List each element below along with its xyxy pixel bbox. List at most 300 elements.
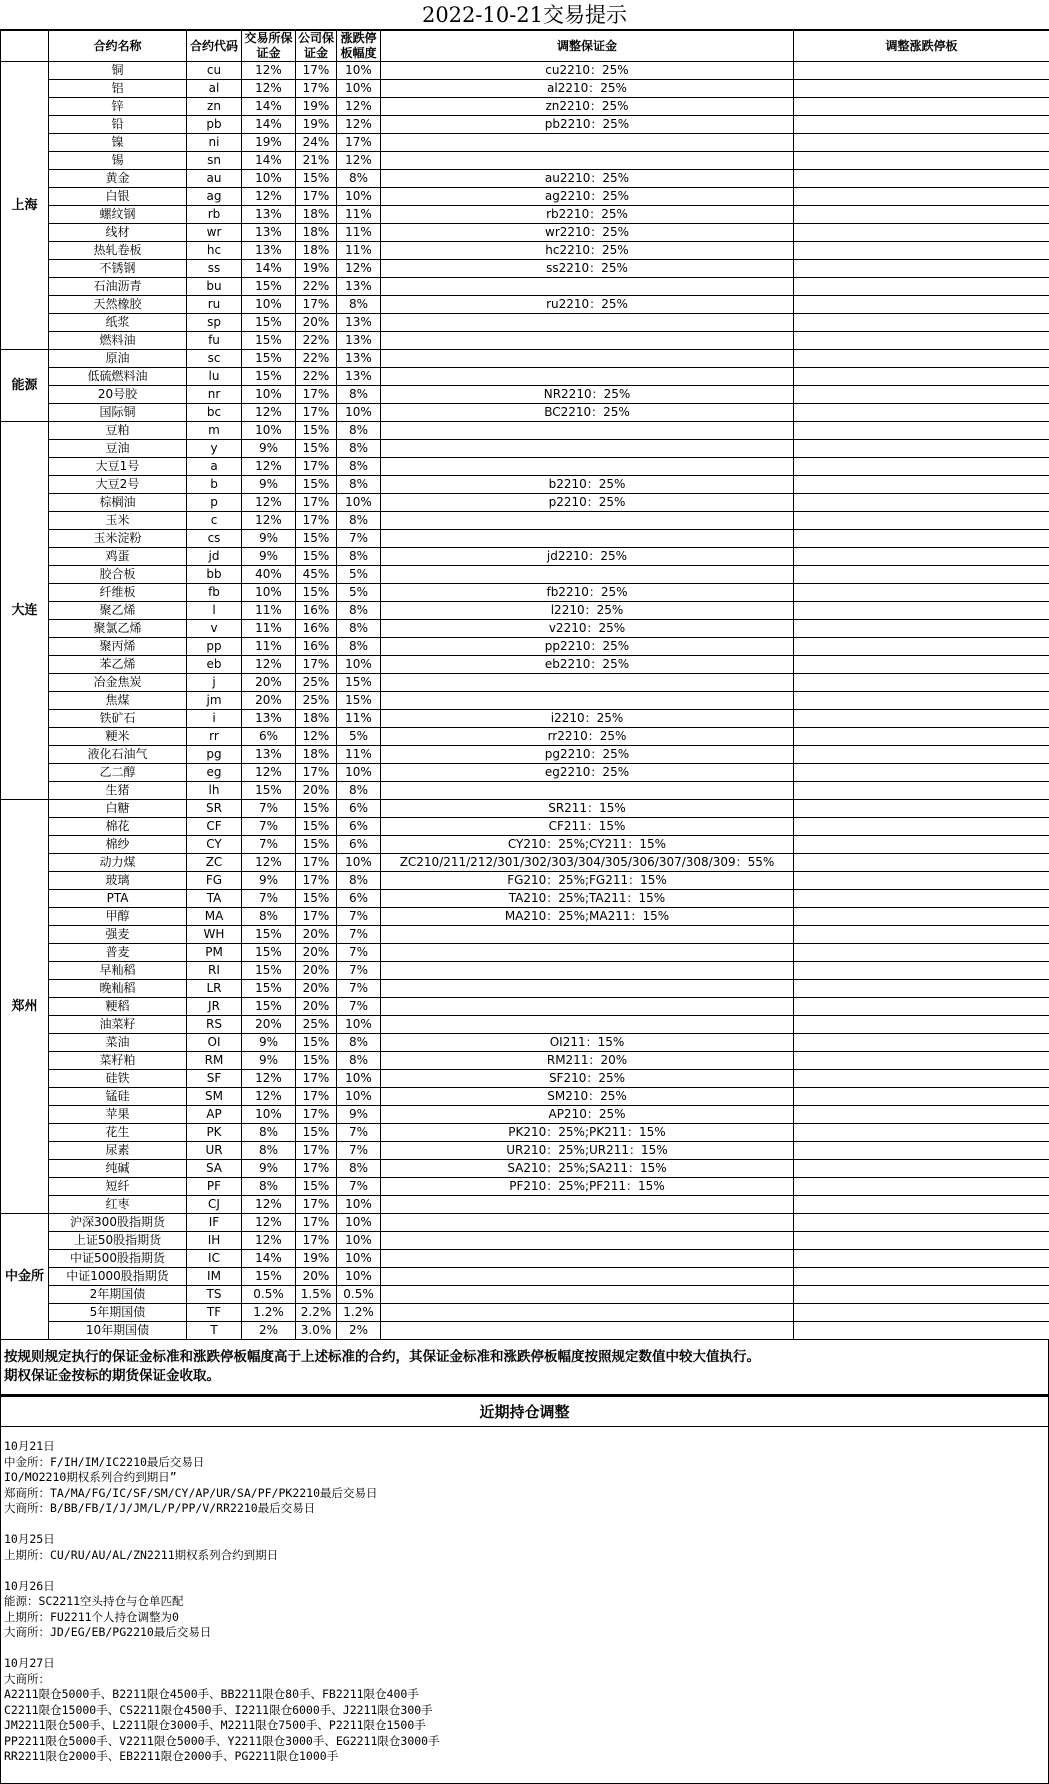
contract-code-cell: IH — [187, 1232, 242, 1250]
table-row — [1, 566, 1049, 584]
company-margin-cell: 20% — [296, 998, 337, 1016]
adjusted-limit-cell — [794, 530, 1049, 548]
price-limit-cell: 10% — [337, 854, 381, 872]
contract-code-cell: PF — [187, 1178, 242, 1196]
table-row — [1, 134, 1049, 152]
contract-code-cell: rb — [187, 206, 242, 224]
adjusted-limit-cell — [794, 422, 1049, 440]
contract-name-cell: 甲醇 — [49, 908, 187, 926]
adjusted-limit-cell — [794, 746, 1049, 764]
adjusted-margin-cell — [381, 980, 794, 998]
price-limit-cell: 13% — [337, 314, 381, 332]
contract-code-cell: au — [187, 170, 242, 188]
adjusted-margin-cell — [381, 512, 794, 530]
table-row — [1, 224, 1049, 242]
adjusted-margin-cell: b2210：25% — [381, 476, 794, 494]
price-limit-cell: 13% — [337, 332, 381, 350]
adjusted-margin-cell: MA210：25%;MA211：15% — [381, 908, 794, 926]
exchange-margin-cell: 12% — [242, 1232, 296, 1250]
note-line: 期权保证金按标的期货保证金收取。 — [4, 1367, 1045, 1386]
company-margin-cell: 45% — [296, 566, 337, 584]
table-row — [1, 890, 1049, 908]
exchange-margin-cell: 8% — [242, 1124, 296, 1142]
table-row — [1, 188, 1049, 206]
adjusted-limit-cell — [794, 998, 1049, 1016]
adjusted-limit-cell — [794, 296, 1049, 314]
contract-code-cell: RI — [187, 962, 242, 980]
contract-name-cell: 2年期国债 — [49, 1286, 187, 1304]
price-limit-cell: 11% — [337, 242, 381, 260]
table-row — [1, 584, 1049, 602]
adjusted-margin-cell — [381, 530, 794, 548]
adjusted-margin-cell: ru2210：25% — [381, 296, 794, 314]
exchange-margin-cell: 14% — [242, 260, 296, 278]
contract-name-cell: 纸浆 — [49, 314, 187, 332]
company-margin-cell: 17% — [296, 908, 337, 926]
adjusted-margin-cell — [381, 1016, 794, 1034]
table-row — [1, 1160, 1049, 1178]
table-row — [1, 1232, 1049, 1250]
contract-code-cell: fb — [187, 584, 242, 602]
table-row — [1, 836, 1049, 854]
table-row — [1, 728, 1049, 746]
price-limit-cell: 8% — [337, 458, 381, 476]
adjusted-limit-cell — [794, 1070, 1049, 1088]
table-row — [1, 206, 1049, 224]
table-row — [1, 494, 1049, 512]
contract-name-cell: 粳米 — [49, 728, 187, 746]
price-limit-cell: 8% — [337, 1052, 381, 1070]
company-margin-cell: 22% — [296, 332, 337, 350]
table-row — [1, 1070, 1049, 1088]
adjusted-margin-cell: p2210：25% — [381, 494, 794, 512]
price-limit-cell: 0.5% — [337, 1286, 381, 1304]
contract-name-cell: 红枣 — [49, 1196, 187, 1214]
contract-code-cell: CY — [187, 836, 242, 854]
table-row — [1, 692, 1049, 710]
price-limit-cell: 10% — [337, 1250, 381, 1268]
adjusted-margin-cell: ZC210/211/212/301/302/303/304/305/306/307/308/309：55% — [381, 854, 794, 872]
exchange-margin-cell: 12% — [242, 854, 296, 872]
company-margin-cell: 15% — [296, 1178, 337, 1196]
contract-code-cell: JR — [187, 998, 242, 1016]
company-margin-cell: 19% — [296, 98, 337, 116]
contract-code-cell: SM — [187, 1088, 242, 1106]
exchange-margin-cell: 9% — [242, 1034, 296, 1052]
company-margin-cell: 17% — [296, 494, 337, 512]
table-row — [1, 1106, 1049, 1124]
table-row — [1, 1196, 1049, 1214]
exchange-margin-cell: 12% — [242, 512, 296, 530]
contract-name-cell: 冶金焦炭 — [49, 674, 187, 692]
contract-name-cell: 动力煤 — [49, 854, 187, 872]
contract-name-cell: 棉花 — [49, 818, 187, 836]
contract-code-cell: eg — [187, 764, 242, 782]
position-line: 郑商所：TA/MA/FG/IC/SF/SM/CY/AP/UR/SA/PF/PK2210最后交易日 — [4, 1486, 1045, 1502]
company-margin-cell: 16% — [296, 602, 337, 620]
position-date: 10月26日 — [4, 1579, 1045, 1595]
adjusted-margin-cell: eg2210：25% — [381, 764, 794, 782]
adjusted-margin-cell: PK210：25%;PK211：15% — [381, 1124, 794, 1142]
contract-name-cell: 菜油 — [49, 1034, 187, 1052]
contract-code-cell: a — [187, 458, 242, 476]
table-row — [1, 602, 1049, 620]
exchange-cell: 上海 — [1, 62, 49, 350]
exchange-margin-cell: 15% — [242, 350, 296, 368]
contract-name-cell: 生猪 — [49, 782, 187, 800]
adjusted-margin-cell: pg2210：25% — [381, 746, 794, 764]
adjusted-margin-cell: CY210：25%;CY211：15% — [381, 836, 794, 854]
adjusted-limit-cell — [794, 188, 1049, 206]
company-margin-cell: 17% — [296, 512, 337, 530]
contract-code-cell: al — [187, 80, 242, 98]
contract-code-cell: IF — [187, 1214, 242, 1232]
exchange-margin-cell: 20% — [242, 692, 296, 710]
price-limit-cell: 17% — [337, 134, 381, 152]
adjusted-limit-cell — [794, 764, 1049, 782]
adjusted-limit-cell — [794, 980, 1049, 998]
contract-code-cell: LR — [187, 980, 242, 998]
exchange-margin-cell: 12% — [242, 80, 296, 98]
exchange-margin-cell: 8% — [242, 1178, 296, 1196]
contract-name-cell: 中证500股指期货 — [49, 1250, 187, 1268]
contract-code-cell: sn — [187, 152, 242, 170]
adjusted-limit-cell — [794, 134, 1049, 152]
adjusted-limit-cell — [794, 656, 1049, 674]
contract-code-cell: ni — [187, 134, 242, 152]
position-adjustment-title: 近期持仓调整 — [0, 1395, 1049, 1427]
table-row — [1, 926, 1049, 944]
contract-code-cell: rr — [187, 728, 242, 746]
table-row — [1, 404, 1049, 422]
contract-name-cell: 中证1000股指期货 — [49, 1268, 187, 1286]
adjusted-limit-cell — [794, 566, 1049, 584]
company-margin-cell: 17% — [296, 296, 337, 314]
contract-name-cell: 国际铜 — [49, 404, 187, 422]
table-row — [1, 476, 1049, 494]
price-limit-cell: 13% — [337, 278, 381, 296]
exchange-margin-cell: 0.5% — [242, 1286, 296, 1304]
adjusted-margin-cell: rb2210：25% — [381, 206, 794, 224]
position-line: A2211限仓5000手、B2211限仓4500手、BB2211限仓80手、FB2211限仓400手 — [4, 1687, 1045, 1703]
contract-name-cell: 大豆1号 — [49, 458, 187, 476]
contract-name-cell: 线材 — [49, 224, 187, 242]
adjusted-margin-cell — [381, 782, 794, 800]
price-limit-cell: 10% — [337, 404, 381, 422]
company-margin-cell: 15% — [296, 440, 337, 458]
price-limit-cell: 10% — [337, 80, 381, 98]
table-row — [1, 980, 1049, 998]
exchange-margin-cell: 9% — [242, 872, 296, 890]
contract-code-cell: jd — [187, 548, 242, 566]
table-row — [1, 530, 1049, 548]
contract-code-cell: ss — [187, 260, 242, 278]
contract-name-cell: 铜 — [49, 62, 187, 80]
adjusted-margin-cell: wr2210：25% — [381, 224, 794, 242]
position-line: 大商所：B/BB/FB/I/J/JM/L/P/PP/V/RR2210最后交易日 — [4, 1501, 1045, 1517]
exchange-margin-cell: 15% — [242, 962, 296, 980]
adjusted-margin-cell — [381, 314, 794, 332]
contract-code-cell: RS — [187, 1016, 242, 1034]
adjusted-limit-cell — [794, 1052, 1049, 1070]
adjusted-margin-cell: rr2210：25% — [381, 728, 794, 746]
table-row — [1, 1052, 1049, 1070]
adjusted-margin-cell: SM210：25% — [381, 1088, 794, 1106]
price-limit-cell: 15% — [337, 674, 381, 692]
position-line: JM2211限仓500手、L2211限仓3000手、M2211限仓7500手、P2211限仓1500手 — [4, 1718, 1045, 1734]
margin-table — [0, 30, 1049, 1340]
price-limit-cell: 7% — [337, 962, 381, 980]
exchange-margin-cell: 9% — [242, 1160, 296, 1178]
exchange-margin-cell: 10% — [242, 386, 296, 404]
exchange-margin-cell: 15% — [242, 368, 296, 386]
price-limit-cell: 8% — [337, 782, 381, 800]
adjusted-margin-cell: cu2210：25% — [381, 62, 794, 80]
company-margin-cell: 20% — [296, 926, 337, 944]
table-row — [1, 332, 1049, 350]
contract-code-cell: WH — [187, 926, 242, 944]
table-row — [1, 872, 1049, 890]
contract-name-cell: 低硫燃料油 — [49, 368, 187, 386]
contract-name-cell: 纤维板 — [49, 584, 187, 602]
company-margin-cell: 20% — [296, 962, 337, 980]
contract-name-cell: 燃料油 — [49, 332, 187, 350]
contract-name-cell: 尿素 — [49, 1142, 187, 1160]
exchange-margin-cell: 9% — [242, 530, 296, 548]
contract-name-cell: 菜籽粕 — [49, 1052, 187, 1070]
price-limit-cell: 11% — [337, 206, 381, 224]
price-limit-cell: 8% — [337, 1160, 381, 1178]
contract-code-cell: bc — [187, 404, 242, 422]
company-margin-cell: 18% — [296, 710, 337, 728]
adjusted-margin-cell: ag2210：25% — [381, 188, 794, 206]
adjusted-limit-cell — [794, 602, 1049, 620]
adjusted-limit-cell — [794, 872, 1049, 890]
price-limit-cell: 5% — [337, 566, 381, 584]
header-price-limit: 涨跌停板幅度 — [337, 31, 381, 62]
contract-name-cell: 豆油 — [49, 440, 187, 458]
contract-name-cell: 早籼稻 — [49, 962, 187, 980]
company-margin-cell: 20% — [296, 980, 337, 998]
exchange-margin-cell: 9% — [242, 440, 296, 458]
adjusted-margin-cell: i2210：25% — [381, 710, 794, 728]
contract-name-cell: 铁矿石 — [49, 710, 187, 728]
table-row — [1, 998, 1049, 1016]
contract-code-cell: SF — [187, 1070, 242, 1088]
company-margin-cell: 24% — [296, 134, 337, 152]
table-row — [1, 458, 1049, 476]
price-limit-cell: 10% — [337, 1016, 381, 1034]
table-row — [1, 764, 1049, 782]
adjusted-margin-cell — [381, 134, 794, 152]
exchange-margin-cell: 20% — [242, 1016, 296, 1034]
contract-name-cell: 棉纱 — [49, 836, 187, 854]
adjusted-limit-cell — [794, 890, 1049, 908]
adjusted-limit-cell — [794, 1196, 1049, 1214]
contract-code-cell: RM — [187, 1052, 242, 1070]
company-margin-cell: 19% — [296, 260, 337, 278]
company-margin-cell: 12% — [296, 728, 337, 746]
adjusted-margin-cell — [381, 278, 794, 296]
position-line: 中金所：F/IH/IM/IC2210最后交易日 — [4, 1455, 1045, 1471]
company-margin-cell: 17% — [296, 764, 337, 782]
contract-name-cell: 棕榈油 — [49, 494, 187, 512]
adjusted-margin-cell: BC2210：25% — [381, 404, 794, 422]
exchange-margin-cell: 13% — [242, 242, 296, 260]
table-row — [1, 260, 1049, 278]
contract-name-cell: 晚籼稻 — [49, 980, 187, 998]
adjusted-margin-cell: pp2210：25% — [381, 638, 794, 656]
table-row — [1, 656, 1049, 674]
adjusted-limit-cell — [794, 1088, 1049, 1106]
adjusted-margin-cell: RM211：20% — [381, 1052, 794, 1070]
table-row — [1, 170, 1049, 188]
contract-name-cell: 短纤 — [49, 1178, 187, 1196]
exchange-margin-cell: 11% — [242, 638, 296, 656]
adjusted-margin-cell — [381, 962, 794, 980]
adjusted-margin-cell: SR211：15% — [381, 800, 794, 818]
exchange-margin-cell: 9% — [242, 476, 296, 494]
company-margin-cell: 17% — [296, 1196, 337, 1214]
exchange-margin-cell: 7% — [242, 800, 296, 818]
exchange-margin-cell: 12% — [242, 764, 296, 782]
exchange-margin-cell: 15% — [242, 314, 296, 332]
price-limit-cell: 10% — [337, 656, 381, 674]
adjusted-limit-cell — [794, 1034, 1049, 1052]
adjusted-limit-cell — [794, 350, 1049, 368]
adjusted-limit-cell — [794, 1268, 1049, 1286]
contract-name-cell: 强麦 — [49, 926, 187, 944]
company-margin-cell: 20% — [296, 1268, 337, 1286]
price-limit-cell: 8% — [337, 602, 381, 620]
contract-code-cell: l — [187, 602, 242, 620]
exchange-margin-cell: 15% — [242, 998, 296, 1016]
adjusted-limit-cell — [794, 638, 1049, 656]
adjusted-margin-cell: pb2210：25% — [381, 116, 794, 134]
exchange-margin-cell: 8% — [242, 1142, 296, 1160]
contract-name-cell: 聚丙烯 — [49, 638, 187, 656]
company-margin-cell: 21% — [296, 152, 337, 170]
price-limit-cell: 7% — [337, 926, 381, 944]
price-limit-cell: 10% — [337, 1196, 381, 1214]
position-block — [4, 1532, 1045, 1563]
adjusted-margin-cell: OI211：15% — [381, 1034, 794, 1052]
adjusted-limit-cell — [794, 818, 1049, 836]
position-line: PP2211限仓5000手、V2211限仓5000手、Y2211限仓3000手、EG2211限仓3000手 — [4, 1734, 1045, 1750]
table-row — [1, 818, 1049, 836]
exchange-margin-cell: 20% — [242, 674, 296, 692]
adjusted-limit-cell — [794, 260, 1049, 278]
table-row — [1, 854, 1049, 872]
exchange-margin-cell: 14% — [242, 152, 296, 170]
table-row — [1, 746, 1049, 764]
company-margin-cell: 20% — [296, 314, 337, 332]
exchange-margin-cell: 15% — [242, 278, 296, 296]
contract-code-cell: MA — [187, 908, 242, 926]
adjusted-limit-cell — [794, 674, 1049, 692]
price-limit-cell: 10% — [337, 1088, 381, 1106]
adjusted-limit-cell — [794, 116, 1049, 134]
table-row — [1, 1088, 1049, 1106]
company-margin-cell: 17% — [296, 1160, 337, 1178]
contract-name-cell: 10年期国债 — [49, 1322, 187, 1340]
price-limit-cell: 8% — [337, 440, 381, 458]
company-margin-cell: 20% — [296, 944, 337, 962]
company-margin-cell: 15% — [296, 1124, 337, 1142]
price-limit-cell: 11% — [337, 746, 381, 764]
adjusted-margin-cell: al2210：25% — [381, 80, 794, 98]
exchange-margin-cell: 12% — [242, 62, 296, 80]
table-row — [1, 422, 1049, 440]
exchange-margin-cell: 15% — [242, 926, 296, 944]
table-row — [1, 1322, 1049, 1340]
exchange-margin-cell: 7% — [242, 890, 296, 908]
adjusted-margin-cell — [381, 422, 794, 440]
price-limit-cell: 7% — [337, 944, 381, 962]
company-margin-cell: 25% — [296, 692, 337, 710]
price-limit-cell: 8% — [337, 296, 381, 314]
price-limit-cell: 7% — [337, 980, 381, 998]
position-date: 10月25日 — [4, 1532, 1045, 1548]
company-margin-cell: 15% — [296, 584, 337, 602]
exchange-margin-cell: 11% — [242, 602, 296, 620]
contract-name-cell: 白银 — [49, 188, 187, 206]
contract-name-cell: 白糖 — [49, 800, 187, 818]
adjusted-limit-cell — [794, 836, 1049, 854]
position-line: 大商所：JD/EG/EB/PG2210最后交易日 — [4, 1625, 1045, 1641]
contract-code-cell: c — [187, 512, 242, 530]
adjusted-limit-cell — [794, 476, 1049, 494]
header-contract-name: 合约名称 — [49, 31, 187, 62]
contract-code-cell: AP — [187, 1106, 242, 1124]
price-limit-cell: 7% — [337, 998, 381, 1016]
price-limit-cell: 15% — [337, 692, 381, 710]
contract-code-cell: IC — [187, 1250, 242, 1268]
contract-code-cell: CJ — [187, 1196, 242, 1214]
company-margin-cell: 16% — [296, 620, 337, 638]
contract-name-cell: 热轧卷板 — [49, 242, 187, 260]
adjusted-margin-cell: zn2210：25% — [381, 98, 794, 116]
price-limit-cell: 9% — [337, 1106, 381, 1124]
company-margin-cell: 15% — [296, 1052, 337, 1070]
contract-code-cell: SA — [187, 1160, 242, 1178]
exchange-margin-cell: 12% — [242, 458, 296, 476]
price-limit-cell: 6% — [337, 836, 381, 854]
header-exchange — [1, 31, 49, 62]
table-row — [1, 782, 1049, 800]
table-row — [1, 1268, 1049, 1286]
contract-name-cell: 20号胶 — [49, 386, 187, 404]
price-limit-cell: 13% — [337, 350, 381, 368]
exchange-margin-cell: 12% — [242, 656, 296, 674]
exchange-cell: 能源 — [1, 350, 49, 422]
contract-name-cell: 液化石油气 — [49, 746, 187, 764]
company-margin-cell: 3.0% — [296, 1322, 337, 1340]
adjusted-margin-cell — [381, 1214, 794, 1232]
adjusted-limit-cell — [794, 908, 1049, 926]
price-limit-cell: 12% — [337, 260, 381, 278]
adjusted-limit-cell — [794, 710, 1049, 728]
contract-code-cell: fu — [187, 332, 242, 350]
adjusted-limit-cell — [794, 512, 1049, 530]
exchange-cell: 大连 — [1, 422, 49, 800]
exchange-margin-cell: 10% — [242, 584, 296, 602]
contract-code-cell: bb — [187, 566, 242, 584]
company-margin-cell: 19% — [296, 116, 337, 134]
position-date: 10月27日 — [4, 1656, 1045, 1672]
contract-name-cell: 花生 — [49, 1124, 187, 1142]
exchange-cell: 郑州 — [1, 800, 49, 1214]
